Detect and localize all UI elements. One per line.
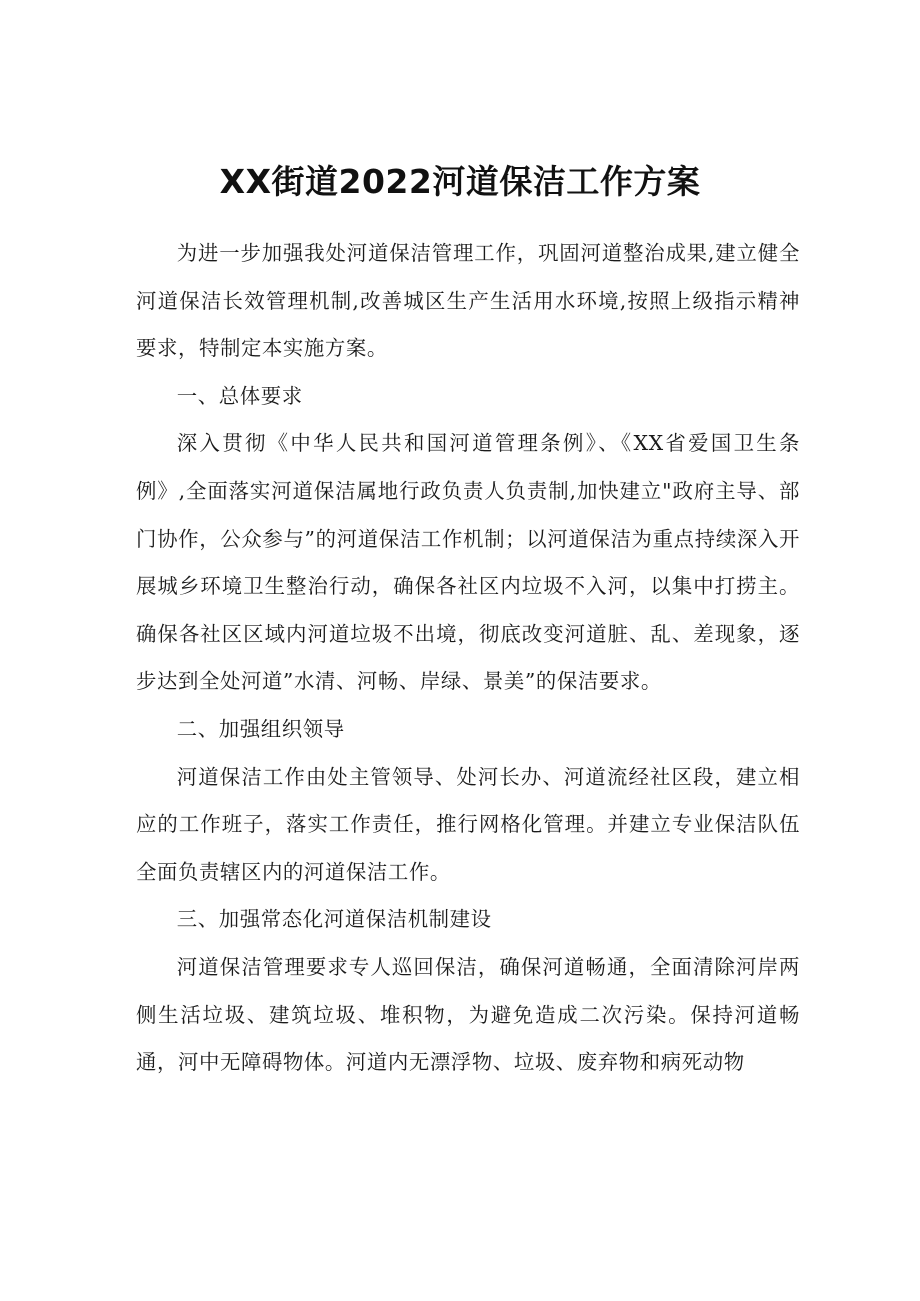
section-heading-2: 二、加强组织领导 bbox=[176, 716, 345, 741]
document-title: XX街道2022河道保洁工作方案 bbox=[219, 162, 701, 201]
section-heading-1: 一、总体要求 bbox=[176, 383, 303, 408]
section-paragraph-3: 河道保洁管理要求专人巡回保洁，确保河道畅通，全面清除河岸两侧生活垃圾、建筑垃圾、堆积物，为避免造成二次污染。保持河道畅通，河中无障碍物体。河道内无漂浮物、垃圾、废弃物和病死动物 bbox=[136, 954, 800, 1075]
section-heading-3: 三、加强常态化河道保洁机制建设 bbox=[176, 907, 492, 932]
intro-paragraph: 为进一步加强我处河道保洁管理工作，巩固河道整治成果,建立健全河道保洁长效管理机制,改善城区生产生活用水环境,按照上级指示精神要求，特制定本实施方案。 bbox=[136, 241, 800, 361]
document-body bbox=[136, 230, 800, 1087]
section-paragraph-2: 河道保洁工作由处主管领导、处河长办、河道流经社区段，建立相应的工作班子，落实工作责任，推行网格化管理。并建立专业保洁队伍全面负责辖区内的河道保洁工作。 bbox=[136, 764, 800, 884]
section-paragraph-1: 深入贯彻《中华人民共和国河道管理条例》、《XX省爱国卫生条例》,全面落实河道保洁属地行政负责人负责制,加快建立"政府主导、部门协作，公众参与”的河道保洁工作机制；以河道保洁为重点持续深入开展城乡环境卫生整治行动，确保各社区内垃圾不入河，以集中打捞主。确保各社区区域内河道垃圾不出境，彻底改变河道脏、乱、差现象，逐步达到全处河道”水清、河畅、岸绿、景美”的保洁要求。 bbox=[136, 431, 800, 694]
